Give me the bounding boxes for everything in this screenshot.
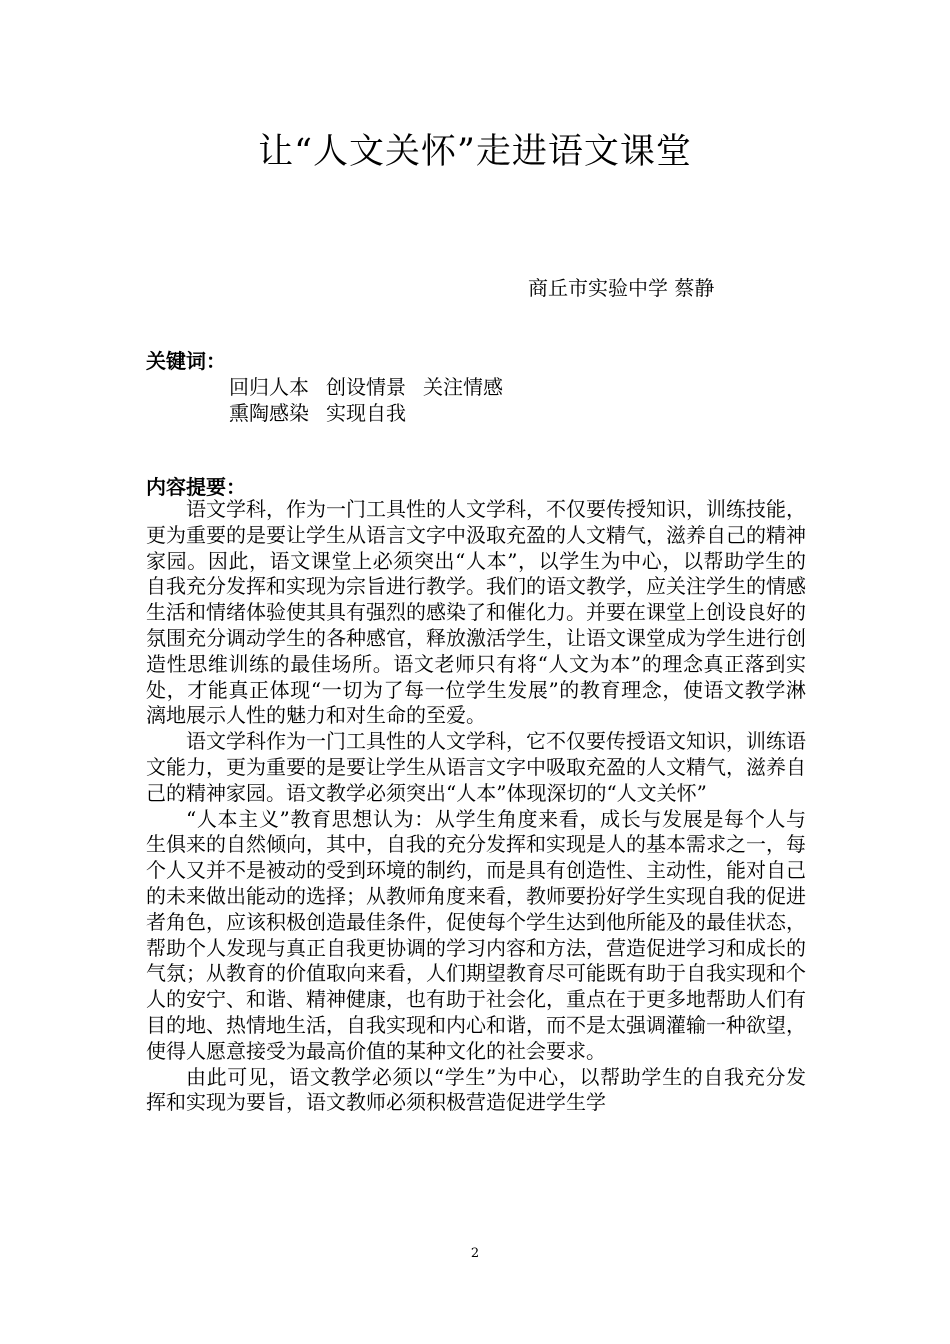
paragraph: 由此可见，语文教学必须以“学生”为中心，以帮助学生的自我充分发挥和实现为要旨，语文教师必须积极营造促进学生学 (146, 1064, 806, 1115)
paragraph: 语文学科作为一门工具性的人文学科，它不仅要传授语文知识，训练语文能力，更为重要的是要让学生从语言文字中吸取充盈的人文精气，滋养自己的精神家园。语文教学必须突出“人本”体现深切的“人文关怀” (146, 729, 806, 805)
page-number: 2 (470, 1246, 480, 1261)
keyword: 回归人本 (229, 375, 309, 399)
keyword: 熏陶感染 (229, 401, 309, 425)
body-text (146, 497, 806, 1116)
keywords-heading: 关键词： (146, 349, 226, 373)
keyword: 实现自我 (326, 401, 406, 425)
keywords-line (229, 374, 503, 400)
abstract-heading: 内容提要： (146, 475, 246, 499)
paragraph: “人本主义”教育思想认为：从学生角度来看，成长与发展是每个人与生俱来的自然倾向，其中，自我的充分发挥和实现是人的基本需求之一，每个人又并不是被动的受到环境的制约，而是具有创造性、主动性，能对自己的未来做出能动的选择；从教师角度来看，教师要扮好学生实现自我的促进者角色，应该积极创造最佳条件，促使每个学生达到他所能及的最佳状态，帮助个人发现与真正自我更协调的学习内容和方法，营造促进学习和成长的气氛；从教育的价值取向来看，人们期望教育尽可能既有助于自我实现和个人的安宁、和谐、精神健康，也有助于社会化，重点在于更多地帮助人们有目的地、热情地生活，自我实现和内心和谐，而不是太强调灌输一种欲望，使得人愿意接受为最高价值的某种文化的社会要求。 (146, 806, 806, 1063)
author-line: 商丘市实验中学 蔡静 (528, 276, 715, 300)
keyword: 关注情感 (423, 375, 503, 399)
keyword: 创设情景 (326, 375, 406, 399)
keywords-line (229, 400, 406, 426)
document-title: 让“人文关怀”走进语文课堂 (258, 132, 692, 172)
paragraph: 语文学科，作为一门工具性的人文学科，不仅要传授知识，训练技能，更为重要的是要让学生从语言文字中汲取充盈的人文精气，滋养自己的精神家园。因此，语文课堂上必须突出“人本”，以学生为中心，以帮助学生的自我充分发挥和实现为宗旨进行教学。我们的语文教学，应关注学生的情感生活和情绪体验使其具有强烈的感染了和催化力。并要在课堂上创设良好的氛围充分调动学生的各种感官，释放激活学生，让语文课堂成为学生进行创造性思维训练的最佳场所。语文老师只有将“人文为本”的理念真正落到实处，才能真正体现“一切为了每一位学生发展”的教育理念，使语文教学淋漓地展示人性的魅力和对生命的至爱。 (146, 497, 806, 728)
